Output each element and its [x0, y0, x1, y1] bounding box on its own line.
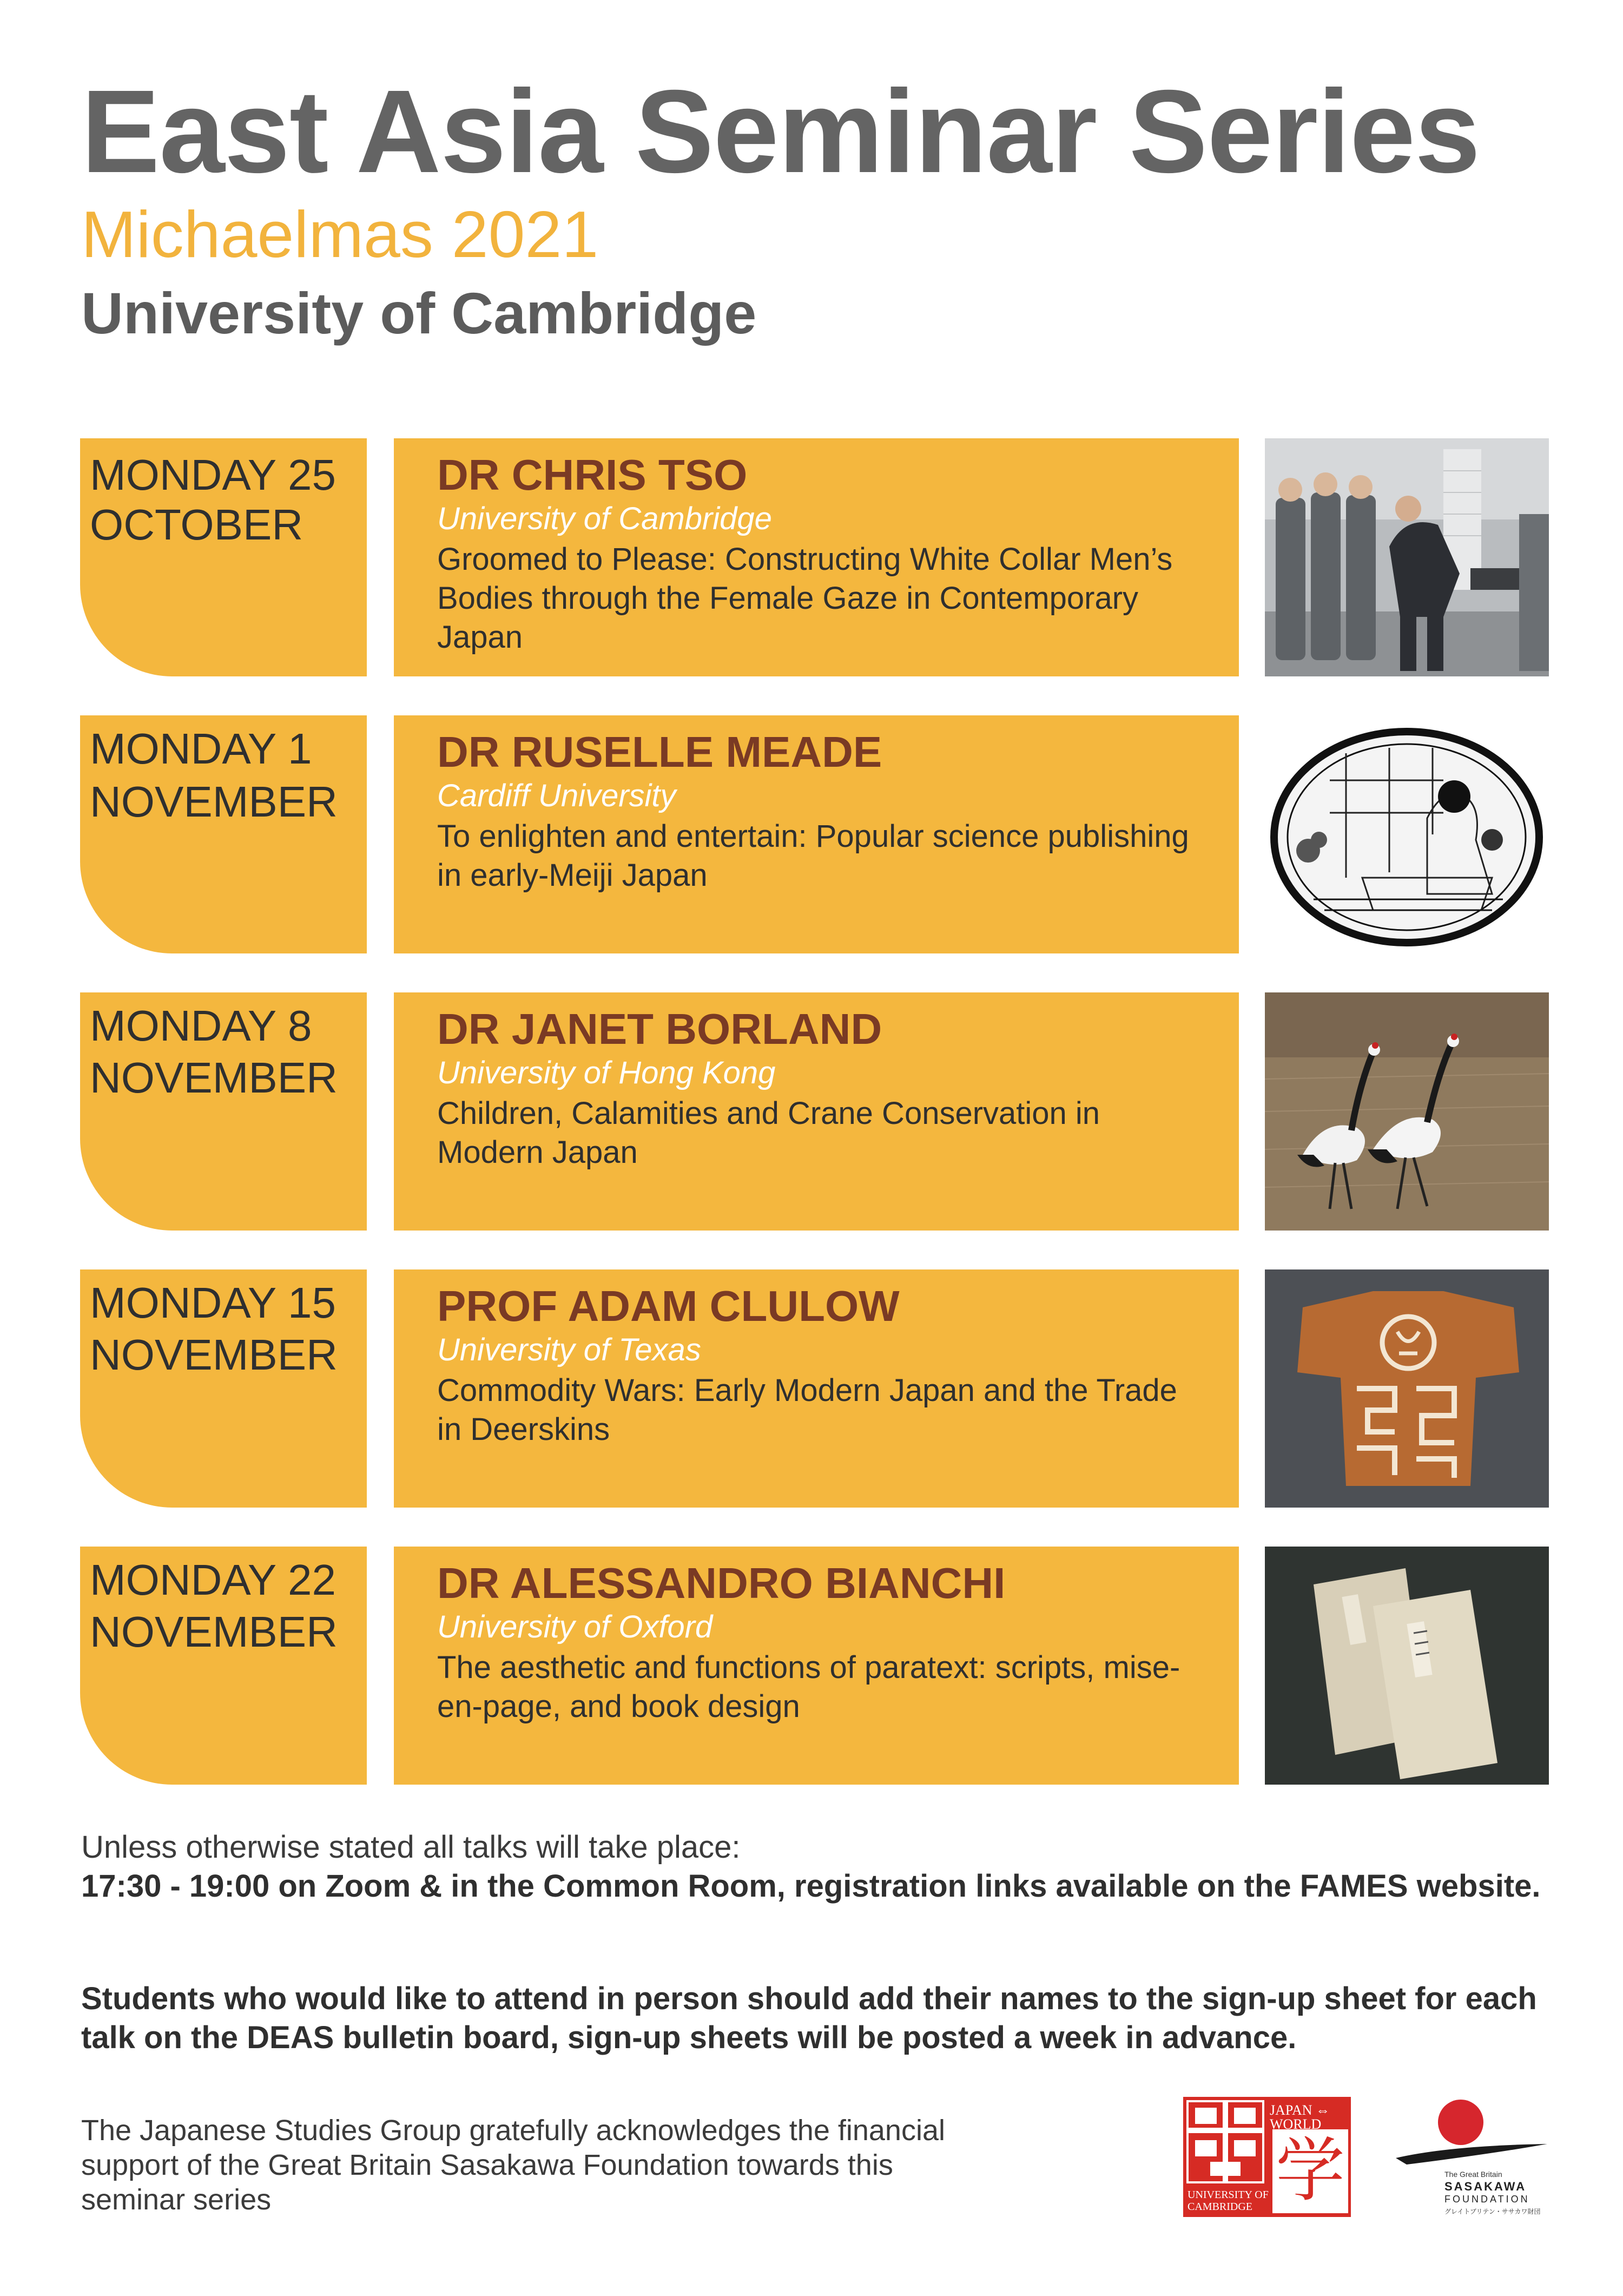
speaker-affiliation: University of Hong Kong [437, 1055, 776, 1090]
cambridge-logo-top-text: JAPAN ⇔ WORLD [1270, 2102, 1330, 2132]
sasakawa-line4: グレイトブリテン・ササカワ財団 [1444, 2208, 1541, 2215]
date-month: NOVEMBER [90, 1331, 338, 1379]
talk-title: To enlighten and entertain: Popular science publishing in early-Meiji Japan [437, 819, 1189, 893]
cambridge-logo-bottom-text: UNIVERSITY OF CAMBRIDGE [1187, 2189, 1269, 2213]
speaker-affiliation: University of Texas [437, 1332, 701, 1367]
date-day: MONDAY 15 [90, 1279, 336, 1327]
speaker-name: DR CHRIS TSO [437, 451, 748, 499]
poster-title: East Asia Seminar Series [81, 66, 1480, 198]
talk-title: Children, Calamities and Crane Conservation in Modern Japan [437, 1096, 1100, 1170]
talk-info-box [394, 1269, 1239, 1508]
office-workers-photo [1265, 438, 1549, 676]
seminar-row [0, 992, 1623, 1231]
students-note: Students who would like to attend in person should add their names to the sign-up sheet for each talk on the DEAS bulletin board, sign-up sheets will be posted a week in advance. [81, 1981, 1537, 2055]
date-month: NOVEMBER [90, 1054, 338, 1102]
sasakawa-line3: FOUNDATION [1444, 2194, 1530, 2205]
sasakawa-foundation-logo [1385, 2094, 1553, 2224]
sasakawa-line1: The Great Britain [1444, 2170, 1502, 2179]
japanese-books-photo [1265, 1547, 1549, 1785]
talk-info-box [394, 1547, 1239, 1785]
deerskin-jacket-photo [1265, 1269, 1549, 1508]
venue-intro: Unless otherwise stated all talks will take place: [81, 1830, 741, 1865]
date-day: MONDAY 25 [90, 451, 336, 499]
talk-info-box [394, 438, 1239, 676]
sasakawa-line2: SASAKAWA [1444, 2180, 1527, 2193]
date-box [80, 1547, 367, 1785]
talk-title: Groomed to Please: Constructing White Collar Men’s Bodies through the Female Gaze in Contemporary Japan [437, 542, 1173, 655]
speaker-affiliation: University of Oxford [437, 1609, 713, 1644]
date-day: MONDAY 22 [90, 1556, 336, 1604]
cambridge-japan-logo [1183, 2097, 1351, 2217]
seminar-row [0, 1547, 1623, 1785]
date-month: OCTOBER [90, 501, 304, 549]
cranes-photo [1265, 992, 1549, 1231]
institution-subtitle: University of Cambridge [81, 280, 757, 346]
kanji-mark: 学 [1275, 2130, 1345, 2211]
seminar-row [0, 438, 1623, 676]
date-box [80, 715, 367, 953]
date-day: MONDAY 1 [90, 725, 312, 773]
meiji-woodblock-illustration [1265, 715, 1549, 953]
speaker-name: PROF ADAM CLULOW [437, 1282, 900, 1330]
seminar-row [0, 1269, 1623, 1508]
venue-details: 17:30 - 19:00 on Zoom & in the Common Room, registration links available on the FAMES website. [81, 1869, 1541, 1904]
speaker-name: DR ALESSANDRO BIANCHI [437, 1559, 1006, 1607]
date-day: MONDAY 8 [90, 1002, 312, 1050]
speaker-name: DR JANET BORLAND [437, 1005, 882, 1053]
seminar-row [0, 715, 1623, 953]
talk-info-box [394, 715, 1239, 953]
date-box [80, 438, 367, 676]
speaker-affiliation: University of Cambridge [437, 501, 772, 536]
speaker-affiliation: Cardiff University [437, 778, 676, 813]
speaker-name: DR RUSELLE MEADE [437, 728, 882, 776]
date-month: NOVEMBER [90, 778, 338, 826]
date-box [80, 992, 367, 1231]
date-month: NOVEMBER [90, 1608, 338, 1656]
talk-title: Commodity Wars: Early Modern Japan and the Trade in Deerskins [437, 1373, 1177, 1447]
talk-info-box [394, 992, 1239, 1231]
acknowledgement: The Japanese Studies Group gratefully acknowledges the financial support of the Great Britain Sasakawa Foundation towards this seminar series [81, 2114, 945, 2216]
term-subtitle: Michaelmas 2021 [81, 198, 599, 271]
talk-title: The aesthetic and functions of paratext: scripts, mise-en-page, and book design [437, 1650, 1180, 1724]
date-box [80, 1269, 367, 1508]
